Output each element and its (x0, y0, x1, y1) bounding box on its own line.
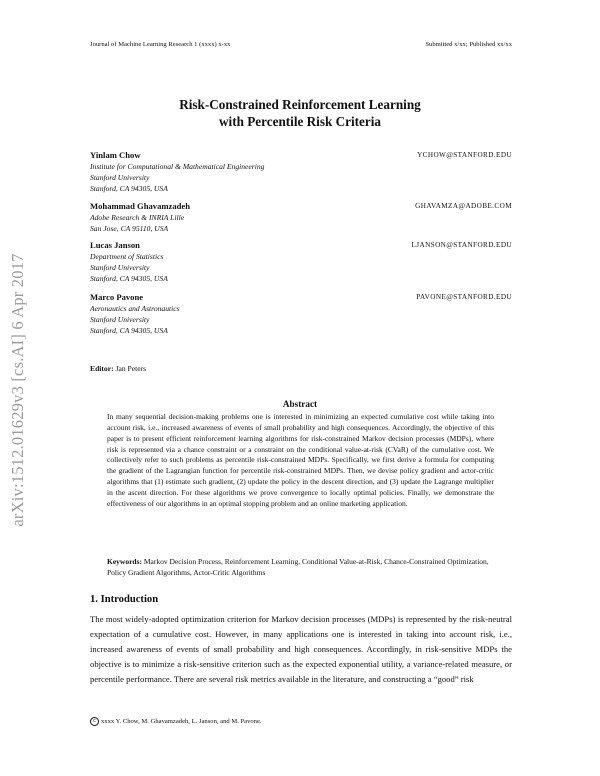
author-affiliation-line: Stanford University (90, 315, 150, 325)
abstract-text: In many sequential decision-making problems one is interested in minimizing an expected cumulative cost while taking into account risk, i.e., increased awareness of events of small probability and high consequences. Accordingly, the objective of this paper is to present efficient reinforcement learning algorithms for risk-constrained Markov decision processes (MDPs), where risk is represented via a chance constraint or a constraint on the conditional value-at-risk (CVaR) of the cumulative cost. We collectively refer to such problems as percentile risk-constrained MDPs. Specifically, we first derive a formula for computing the gradient of the Lagrangian function for percentile risk-constrained MDPs. Then, we devise policy gradient and actor-critic algorithms that (1) estimate such gradient, (2) update the policy in the descent direction, and (3) update the Lagrange multiplier in the ascent direction. For these algorithms we prove convergence to locally optimal policies. Finally, we demonstrate the effectiveness of our algorithms in an optimal stopping problem and an online marketing application. (107, 412, 494, 508)
author-affiliation-line: Stanford, CA 94305, USA (90, 184, 168, 194)
author-name: Marco Pavone (90, 292, 144, 302)
author-email[interactable]: LJANSON@STANFORD.EDU (411, 241, 512, 249)
keywords-text: Markov Decision Process, Reinforcement Learning, Conditional Value-at-Risk, Chance-Constrained Optimization, Policy Gradient Algorithms, Actor-Critic Algorithms (107, 557, 489, 577)
author-affiliation-line: Stanford University (90, 173, 150, 183)
author-affiliation-line: Stanford, CA 94305, USA (90, 274, 168, 284)
author-email[interactable]: YCHOW@STANFORD.EDU (417, 151, 512, 159)
author-affiliation-line: San Jose, CA 95110, USA (90, 224, 169, 234)
abstract-heading: Abstract (282, 399, 318, 409)
author-email[interactable]: GHAVAMZA@ADOBE.COM (415, 202, 512, 210)
author-affiliation-line: Stanford University (90, 263, 150, 273)
keywords (107, 557, 494, 579)
author-affiliation-line: Adobe Research & INRIA Lille (90, 213, 185, 222)
paper-title (90, 96, 510, 130)
author-block (90, 292, 512, 337)
author-name: Yinlam Chow (90, 150, 141, 160)
author-block (90, 150, 512, 195)
author-block (90, 201, 512, 234)
editor-label: Editor: (90, 364, 114, 373)
author-name: Lucas Janson (90, 240, 140, 250)
author-affiliation-line: Aeronautics and Astronautics (90, 304, 180, 313)
arxiv-id: arXiv:1512.01629v3 [cs.AI] 6 Apr 2017 (8, 253, 27, 527)
copyright-text: xxxx Y. Chow, M. Ghavamzadeh, L. Janson, and M. Pavone. (101, 718, 262, 725)
editor-line (90, 364, 146, 373)
author-affiliation-line: Department of Statistics (90, 252, 164, 261)
title-line-1: Risk-Constrained Reinforcement Learning (179, 97, 421, 112)
title-line-2: with Percentile Risk Criteria (219, 114, 381, 129)
author-email[interactable]: PAVONE@STANFORD.EDU (416, 293, 512, 301)
section-heading: 1. Introduction (90, 594, 159, 605)
abstract-body (107, 412, 494, 510)
section-body (90, 612, 512, 687)
copyright-icon: c (90, 717, 99, 726)
copyright-footer (90, 717, 262, 726)
journal-header: Journal of Machine Learning Research 1 (xxxx) x-xx (90, 41, 231, 48)
author-block (90, 240, 512, 285)
submission-info: Submitted x/xx; Published xx/xx (425, 41, 512, 48)
author-affiliation-line: Institute for Computational & Mathematical Engineering (90, 162, 265, 171)
keywords-label: Keywords: (107, 557, 142, 566)
editor-name: Jan Peters (115, 364, 147, 373)
author-name: Mohammad Ghavamzadeh (90, 201, 191, 211)
section-paragraph: The most widely-adopted optimization criterion for Markov decision processes (MDPs) is represented by the risk-neutral expectation of a cumulative cost. However, in many applications one is interested in taking into account risk, i.e., increased awareness of events of small probability and high consequences. Accordingly, in risk-sensitive MDPs the objective is to minimize a risk-sensitive criterion such as the expected exponential utility, a variance-related measure, or percentile performance. There are several risk metrics available in the literature, and constructing a “good” risk (90, 614, 512, 685)
author-affiliation-line: Stanford, CA 94305, USA (90, 326, 168, 336)
